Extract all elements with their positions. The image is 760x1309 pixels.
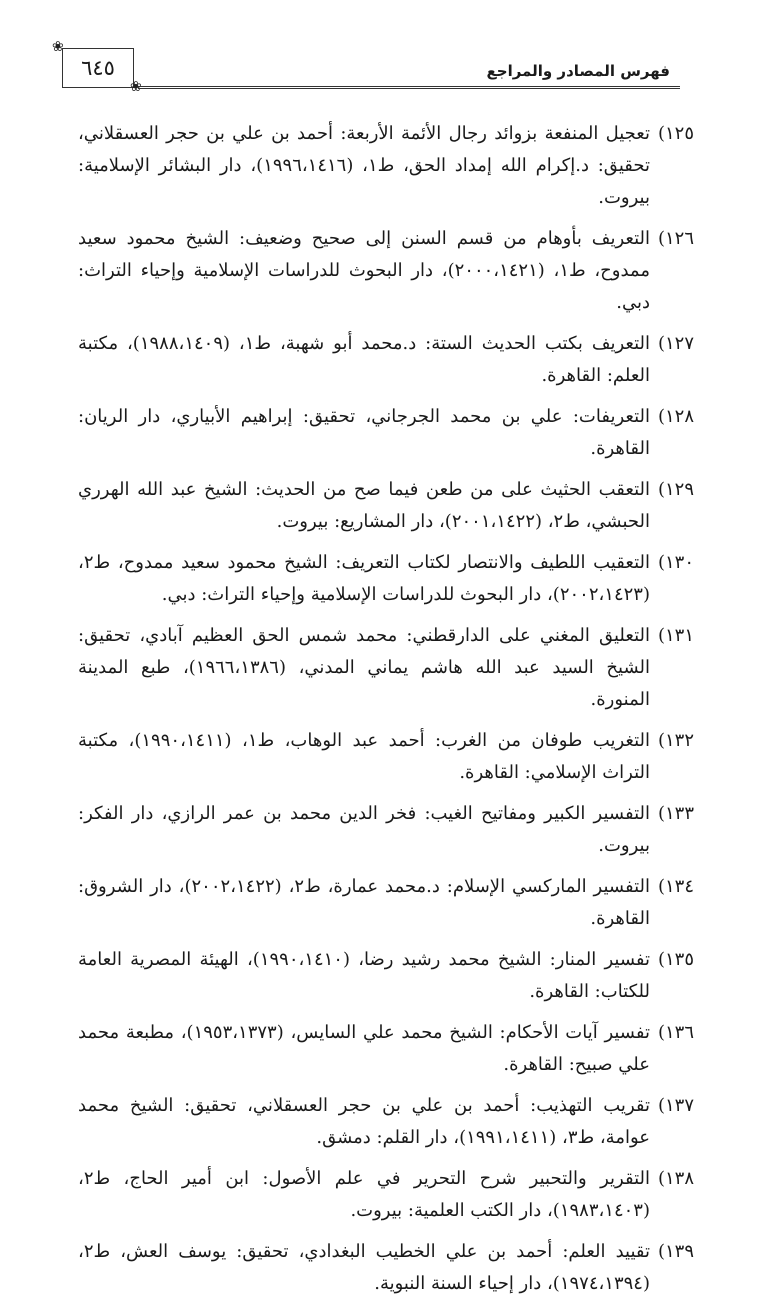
reference-text: التعريف بكتب الحديث الستة: د.محمد أبو شهبة، ط١، (١٩٨٨،١٤٠٩)، مكتبة العلم: القاهرة.	[78, 333, 650, 386]
reference-item	[78, 474, 694, 538]
reference-number: ١٣١)	[657, 625, 694, 646]
header-rule	[138, 86, 680, 89]
reference-item	[78, 620, 694, 716]
reference-text: التفسير الكبير ومفاتيح الغيب: فخر الدين محمد بن عمر الرازي، دار الفكر: بيروت.	[78, 803, 650, 856]
reference-text: التعريفات: علي بن محمد الجرجاني، تحقيق: إبراهيم الأبياري، دار الريان: القاهرة.	[78, 406, 650, 459]
page-number-box	[62, 48, 134, 88]
reference-text: التعقيب اللطيف والانتصار لكتاب التعريف: الشيخ محمود سعيد ممدوح، ط٢، (٢٠٠٢،١٤٢٣)، دار البحوث للدراسات الإسلامية وإحياء التراث: دبي.	[78, 552, 650, 605]
reference-item	[78, 1090, 694, 1154]
reference-number: ١٣٨)	[657, 1168, 694, 1189]
reference-item	[78, 1163, 694, 1227]
floral-ornament-icon: ❀	[52, 39, 64, 55]
floral-ornament-icon: ❀	[130, 79, 142, 95]
reference-text: تعجيل المنفعة بزوائد رجال الأئمة الأربعة: أحمد بن علي بن حجر العسقلاني، تحقيق: د.إكرام الله إمداد الحق، ط١، (١٩٩٦،١٤١٦)، دار البشائر الإسلامية: بيروت.	[78, 123, 650, 208]
reference-item	[78, 871, 694, 935]
reference-number: ١٣٥)	[657, 949, 694, 970]
reference-text: التفسير الماركسي الإسلام: د.محمد عمارة، ط٢، (٢٠٠٢،١٤٢٢)، دار الشروق: القاهرة.	[78, 876, 650, 929]
reference-text: التقرير والتحبير شرح التحرير في علم الأصول: ابن أمير الحاج، ط٢، (١٩٨٣،١٤٠٣)، دار الكتب العلمية: بيروت.	[78, 1168, 650, 1221]
reference-text: تقريب التهذيب: أحمد بن علي بن حجر العسقلاني، تحقيق: الشيخ محمد عوامة، ط٣، (١٩٩١،١٤١١)، دار القلم: دمشق.	[78, 1095, 650, 1148]
reference-number: ١٣٤)	[657, 876, 694, 897]
reference-number: ١٣٢)	[657, 730, 694, 751]
reference-text: التغريب طوفان من الغرب: أحمد عبد الوهاب، ط١، (١٩٩٠،١٤١١)، مكتبة التراث الإسلامي: القاهرة.	[78, 730, 650, 783]
reference-item	[78, 944, 694, 1008]
reference-number: ١٣٩)	[657, 1241, 694, 1262]
reference-item	[78, 401, 694, 465]
reference-item	[78, 223, 694, 319]
reference-text: تفسير المنار: الشيخ محمد رشيد رضا، (١٩٩٠،١٤١٠)، الهيئة المصرية العامة للكتاب: القاهرة.	[78, 949, 650, 1002]
reference-item	[78, 328, 694, 392]
reference-number: ١٢٥)	[657, 123, 694, 144]
reference-number: ١٢٨)	[657, 406, 694, 427]
reference-number: ١٣٠)	[657, 552, 694, 573]
reference-number: ١٣٦)	[657, 1022, 694, 1043]
reference-number: ١٣٧)	[657, 1095, 694, 1116]
reference-text: التعليق المغني على الدارقطني: محمد شمس الحق العظيم آبادي، تحقيق: الشيخ السيد عبد الله هاشم يماني المدني، (١٩٦٦،١٣٨٦)، طبع المدينة المنورة.	[78, 625, 650, 710]
reference-text: تقييد العلم: أحمد بن علي الخطيب البغدادي، تحقيق: يوسف العش، ط٢، (١٩٧٤،١٣٩٤)، دار إحياء السنة النبوية.	[78, 1241, 650, 1294]
reference-item	[78, 1236, 694, 1300]
reference-item	[78, 1017, 694, 1081]
reference-number: ١٢٦)	[657, 228, 694, 249]
reference-item	[78, 547, 694, 611]
reference-item	[78, 725, 694, 789]
page-number: ٦٤٥	[81, 56, 115, 80]
page-header	[52, 39, 680, 100]
reference-number: ١٢٧)	[657, 333, 694, 354]
reference-item	[78, 118, 694, 214]
reference-list	[78, 118, 694, 1309]
reference-text: التعقب الحثيث على من طعن فيما صح من الحديث: الشيخ عبد الله الهرري الحبشي، ط٢، (٢٠٠١،١٤٢٢)، دار المشاريع: بيروت.	[78, 479, 650, 532]
running-title: فهرس المصادر والمراجع	[486, 62, 670, 80]
reference-number: ١٢٩)	[657, 479, 694, 500]
reference-text: التعريف بأوهام من قسم السنن إلى صحيح وضعيف: الشيخ محمود سعيد ممدوح، ط١، (٢٠٠٠،١٤٢١)، دار البحوث للدراسات الإسلامية وإحياء التراث: دبي.	[78, 228, 650, 313]
reference-text: تفسير آيات الأحكام: الشيخ محمد علي السايس، (١٩٥٣،١٣٧٣)، مطبعة محمد علي صبيح: القاهرة.	[78, 1022, 650, 1075]
reference-item	[78, 798, 694, 862]
reference-number: ١٣٣)	[657, 803, 694, 824]
